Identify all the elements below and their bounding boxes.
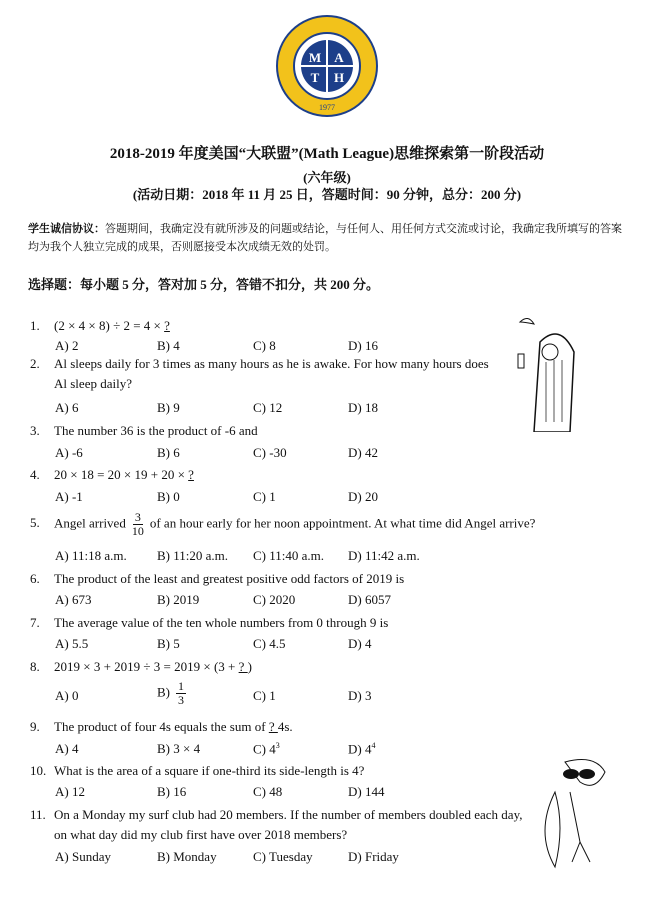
option-label: D) 11:42 a.m. — [348, 548, 420, 563]
question-body: The average value of the ten whole numbers from 0 through 9 is — [54, 615, 389, 630]
question-body: 20 × 18 = 20 × 19 + 20 × — [54, 467, 189, 482]
option-label: D) 18 — [348, 400, 378, 415]
option-label: B) 9 — [157, 400, 180, 415]
option-label: D) 4 — [348, 636, 372, 651]
option-label: A) 12 — [55, 784, 85, 799]
option-label: A) 5.5 — [55, 636, 89, 651]
question-number: 2. — [30, 356, 40, 371]
option-label: A) 6 — [55, 400, 79, 415]
option-label: B) 16 — [157, 784, 187, 799]
question-body: of an hour early for her noon appointment. At what time did Angel arrive? — [149, 515, 536, 531]
answer-option[interactable] — [348, 445, 378, 461]
option-label: C) -30 — [253, 445, 287, 460]
page-title: 2018-2019 年度美国“大联盟”(Math League)思维探索第一阶段活动 — [109, 146, 545, 162]
question-number: 6. — [30, 571, 40, 586]
option-label: D) 144 — [348, 784, 385, 799]
answer-option[interactable] — [348, 784, 384, 800]
question-body: ) — [247, 659, 252, 674]
option-label: C) 4 — [253, 741, 276, 757]
answer-blank: ? — [268, 719, 278, 734]
fraction — [176, 680, 186, 707]
answer-option[interactable] — [157, 489, 180, 505]
answer-option[interactable] — [157, 741, 200, 757]
question-text — [30, 467, 194, 483]
question-body: 4s. — [277, 719, 293, 734]
question-body: The product of four 4s equals the sum of — [54, 719, 269, 734]
question-number: 1. — [30, 318, 40, 333]
option-label: A) 11:18 a.m. — [55, 548, 127, 563]
option-label: A) 0 — [55, 688, 79, 703]
question-number: 3. — [30, 423, 40, 438]
answer-option[interactable] — [348, 688, 371, 704]
answer-option[interactable] — [253, 688, 276, 704]
answer-blank: ? — [164, 318, 170, 333]
question-line: On a Monday my surf club had 20 members. If the number of members doubled each day, — [54, 807, 523, 822]
exponent: 3 — [275, 741, 280, 750]
question-text — [30, 356, 489, 372]
answer-option[interactable] — [55, 849, 111, 865]
svg-text:1977: 1977 — [319, 103, 335, 112]
answer-option[interactable] — [348, 849, 399, 865]
answer-option[interactable] — [55, 784, 85, 800]
question-number: 8. — [30, 659, 40, 674]
question-number: 7. — [30, 615, 40, 630]
answer-option[interactable] — [253, 338, 276, 354]
question-line: Al sleep daily? — [54, 376, 132, 391]
question-body: The product of the least and greatest positive odd factors of 2019 is — [54, 571, 405, 586]
option-label: B) 6 — [157, 445, 180, 460]
option-label: B) Monday — [157, 849, 217, 864]
question-text — [30, 423, 258, 439]
question-line: on what day did my club first have over 2018 members? — [54, 827, 348, 842]
option-label: A) -1 — [55, 489, 83, 504]
option-label: B) 4 — [157, 338, 180, 353]
numerator: 1 — [178, 679, 184, 693]
question-number: 11. — [30, 807, 46, 822]
answer-option[interactable] — [348, 489, 378, 505]
answer-option[interactable] — [253, 849, 313, 865]
svg-text:T: T — [310, 70, 320, 85]
option-label: B) 0 — [157, 489, 180, 504]
answer-option[interactable] — [253, 592, 295, 608]
answer-option[interactable] — [253, 445, 287, 461]
question-body: 2019 × 3 + 2019 ÷ 3 = 2019 × (3 + — [54, 659, 239, 674]
question-text — [30, 659, 252, 675]
option-label: D) 3 — [348, 688, 372, 703]
question-text — [30, 511, 535, 538]
option-label: C) 11:40 a.m. — [253, 548, 325, 563]
math-league-seal-logo — [275, 14, 379, 118]
answer-option[interactable] — [55, 636, 88, 652]
question-number: 5. — [30, 515, 40, 531]
answer-option[interactable] — [55, 548, 127, 564]
answer-option[interactable] — [55, 592, 91, 608]
question-line: Al sleeps daily for 3 times as many hours as he is awake. For how many hours does — [54, 356, 489, 371]
answer-blank: ? — [238, 659, 248, 674]
option-label: D) 16 — [348, 338, 378, 353]
option-label: B) 5 — [157, 636, 180, 651]
answer-option[interactable] — [55, 741, 78, 757]
option-label: D) 20 — [348, 489, 378, 504]
answer-option[interactable] — [157, 548, 228, 564]
answer-option[interactable] — [157, 400, 180, 416]
answer-option[interactable] — [348, 636, 371, 652]
svg-text:M: M — [308, 50, 322, 65]
pledge-label: 学生诚信协议： — [28, 223, 105, 235]
option-label: D) 42 — [348, 445, 378, 460]
option-label: B) 11:20 a.m. — [157, 548, 229, 563]
answer-option[interactable] — [55, 445, 83, 461]
question-body: Angel arrived — [54, 515, 126, 531]
answer-option[interactable] — [253, 784, 282, 800]
question-text — [30, 763, 364, 779]
answer-option[interactable] — [157, 445, 180, 461]
numerator: 3 — [134, 510, 141, 524]
denominator: 3 — [178, 693, 184, 707]
option-label: D) 6057 — [348, 592, 391, 607]
answer-blank: ? — [188, 467, 194, 482]
answer-option[interactable] — [55, 400, 78, 416]
answer-option[interactable] — [55, 489, 83, 505]
answer-option[interactable] — [348, 338, 378, 354]
option-label: C) 1 — [253, 489, 276, 504]
option-label: A) 4 — [55, 741, 79, 756]
grade-label: (六年级) — [303, 170, 351, 185]
option-label: D) 4 — [348, 741, 372, 757]
answer-option[interactable] — [348, 548, 420, 564]
answer-option[interactable] — [157, 592, 199, 608]
question-number: 9. — [30, 719, 40, 734]
answer-option[interactable] — [55, 688, 78, 704]
denominator: 10 — [131, 524, 144, 538]
exponent: 4 — [371, 741, 376, 750]
honesty-pledge — [28, 220, 628, 256]
answer-option[interactable] — [55, 338, 78, 354]
answer-option[interactable] — [157, 784, 186, 800]
option-label: D) Friday — [348, 849, 399, 864]
exam-info: (活动日期：2018 年 11 月 25 日，答题时间：90 分钟，总分：200 分) — [132, 187, 522, 202]
option-label: C) 4.5 — [253, 636, 286, 651]
option-label: B) — [157, 684, 170, 700]
answer-option[interactable] — [253, 489, 276, 505]
question-text — [30, 571, 404, 587]
answer-option[interactable] — [157, 849, 217, 865]
surfer-character-illustration — [535, 752, 615, 872]
option-label: A) 673 — [55, 592, 92, 607]
option-label: C) 12 — [253, 400, 283, 415]
option-label: B) 3 × 4 — [157, 741, 201, 756]
option-label: A) 2 — [55, 338, 79, 353]
question-body: What is the area of a square if one-third its side-length is 4? — [54, 763, 365, 778]
answer-option[interactable] — [253, 636, 286, 652]
option-label: C) 2020 — [253, 592, 296, 607]
answer-option[interactable] — [157, 636, 180, 652]
pledge-text: 答题期间，我确定没有就所涉及的问题或结论，与任何人、用任何方式交流或讨论，我确定我所填写的答案均为我个人独立完成的成果，否则愿接受本次成绩无效的处罚。 — [28, 223, 622, 253]
option-label: C) 48 — [253, 784, 283, 799]
question-number: 10. — [30, 763, 47, 778]
question-text — [30, 719, 293, 735]
option-label: B) 2019 — [157, 592, 200, 607]
option-label: C) 1 — [253, 688, 276, 703]
answer-option[interactable] — [348, 741, 375, 757]
answer-option[interactable] — [253, 400, 282, 416]
question-text — [30, 615, 388, 631]
option-label: A) -6 — [55, 445, 83, 460]
sleeping-character-illustration — [510, 312, 582, 432]
fraction — [132, 511, 144, 538]
question-text — [30, 318, 170, 334]
option-label: C) Tuesday — [253, 849, 313, 864]
answer-option[interactable] — [348, 592, 391, 608]
svg-text:A: A — [334, 50, 344, 65]
option-label: A) Sunday — [55, 849, 111, 864]
answer-option[interactable] — [253, 741, 280, 757]
section-heading: 选择题：每小题 5 分，答对加 5 分，答错不扣分，共 200 分。 — [28, 277, 380, 292]
answer-option[interactable] — [157, 338, 180, 354]
question-body: The number 36 is the product of -6 and — [54, 423, 258, 438]
question-number: 4. — [30, 467, 40, 482]
question-body: (2 × 4 × 8) ÷ 2 = 4 × — [54, 318, 165, 333]
answer-option[interactable] — [157, 680, 192, 707]
option-label: C) 8 — [253, 338, 276, 353]
svg-text:H: H — [333, 70, 345, 85]
answer-option[interactable] — [348, 400, 378, 416]
answer-option[interactable] — [253, 548, 324, 564]
question-text — [30, 807, 522, 823]
